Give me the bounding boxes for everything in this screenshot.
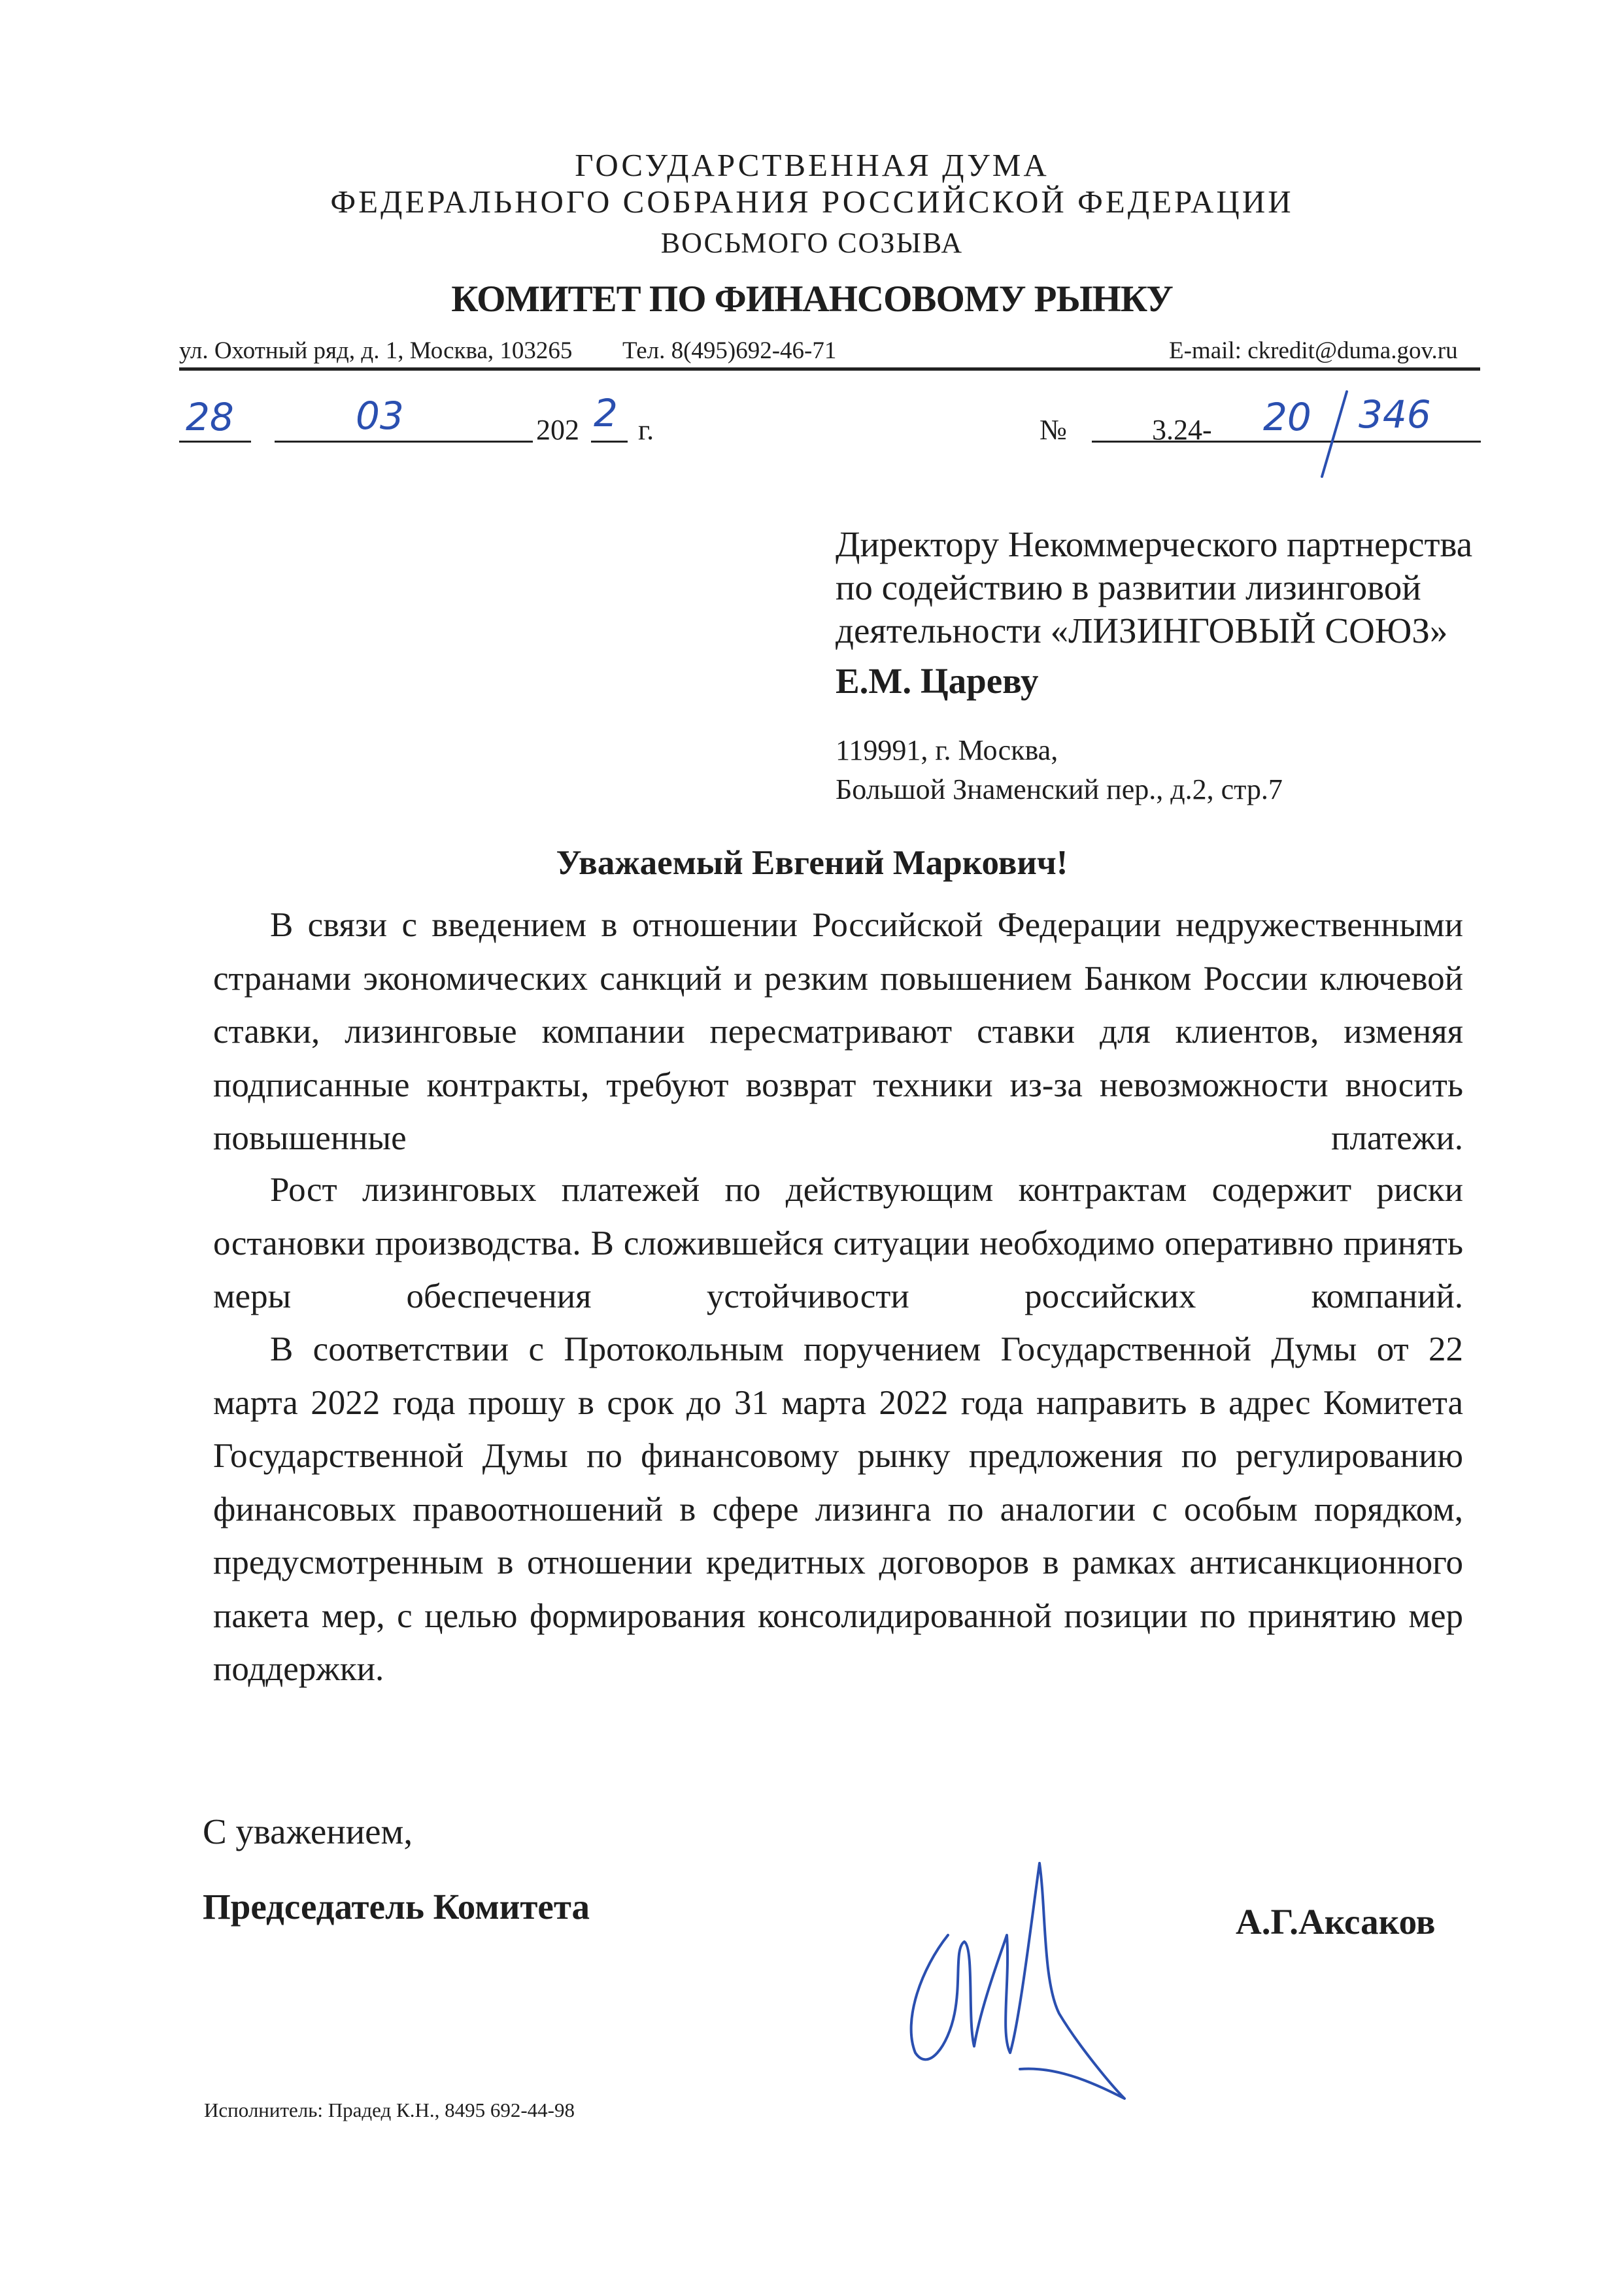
committee-address: ул. Охотный ряд, д. 1, Москва, 103265 — [179, 337, 573, 364]
paragraph-3: В соответствии с Протокольным поручением Государственной Думы от 22 марта 2022 года прошу в срок до 31 марта 2022 года направить в адрес Комитета Государственной Думы по финансовому рынку предложения по регулированию финансовых правоотношений в сфере лизинга по аналогии с особым порядком, предусмотренным в отношении кредитных договоров в рамках антисанкционного пакета мер, с целью формирования консолидированной позиции по принятию мер поддержки. — [213, 1330, 1463, 1688]
number-slash-stroke — [1308, 388, 1360, 480]
paragraph-2: Рост лизинговых платежей по действующим контрактам содержит риски остановки производства. В сложившейся ситуации необходимо оперативно принять меры обеспечения устойчивости российских компаний. — [213, 1171, 1463, 1315]
committee-phone: Тел. 8(495)692-46-71 — [622, 337, 837, 364]
recipient-title-line-1: Директору Некоммерческого партнерства — [836, 524, 1473, 564]
greeting: Уважаемый Евгений Маркович! — [556, 844, 1068, 882]
email-text[interactable]: E-mail: ckredit@duma.gov.ru — [1169, 337, 1458, 364]
number-handwritten-1: 20 — [1263, 395, 1311, 439]
date-day-handwritten: 28 — [186, 395, 234, 439]
recipient-block — [836, 523, 1489, 652]
date-month-underline — [275, 441, 533, 443]
closing-phrase: С уважением, — [203, 1812, 413, 1851]
number-underline — [1092, 441, 1481, 443]
recipient-address-line-2: Большой Знаменский пер., д.2, стр.7 — [836, 773, 1283, 805]
letter-date — [179, 391, 833, 447]
recipient-name: Е.М. Цареву — [836, 661, 1039, 701]
handwritten-signature — [902, 1850, 1151, 2125]
header-line-duma: ГОСУДАРСТВЕННАЯ ДУМА — [575, 147, 1049, 183]
committee-title: КОМИТЕТ ПО ФИНАНСОВОМУ РЫНКУ — [451, 278, 1173, 320]
header-line-convocation: ВОСЬМОГО СОЗЫВА — [660, 227, 964, 259]
date-year-underline — [591, 441, 628, 443]
date-day-underline — [179, 441, 251, 443]
executor-info: Исполнитель: Прадед К.Н., 8495 692-44-98 — [204, 2099, 575, 2121]
recipient-address-line-1: 119991, г. Москва, — [836, 734, 1058, 766]
paragraph-1: В связи с введением в отношении Российской Федерации недружественными странами экономических санкций и резким повышением Банком России ключевой ставки, лизинговые компании пересматривают ставки для клиентов, изменяя подписанные контракты, требуют возврат техники из-за невозможности вносить повышенные платежи. — [213, 906, 1463, 1157]
header-line-assembly: ФЕДЕРАЛЬНОГО СОБРАНИЯ РОССИЙСКОЙ ФЕДЕРАЦИИ — [330, 184, 1294, 220]
header-rule — [179, 367, 1480, 371]
recipient-address — [836, 731, 1283, 809]
committee-email[interactable] — [1169, 337, 1458, 365]
letter-number — [1040, 392, 1497, 486]
recipient-title-line-3: деятельности «ЛИЗИНГОВЫЙ СОЮЗ» — [836, 611, 1448, 650]
date-year-suffix: г. — [638, 414, 654, 446]
number-prefix: 3.24- — [1152, 414, 1212, 446]
number-handwritten-2: 346 — [1359, 392, 1431, 437]
signatory-position: Председатель Комитета — [203, 1887, 590, 1927]
number-sign: № — [1040, 414, 1067, 446]
signatory-name: А.Г.Аксаков — [1236, 1902, 1436, 1942]
date-year-prefix: 202 — [536, 414, 579, 446]
date-month-handwritten: 03 — [356, 394, 404, 438]
recipient-title-line-2: по содействию в развитии лизинговой — [836, 567, 1421, 607]
date-year-handwritten: 2 — [594, 391, 618, 435]
